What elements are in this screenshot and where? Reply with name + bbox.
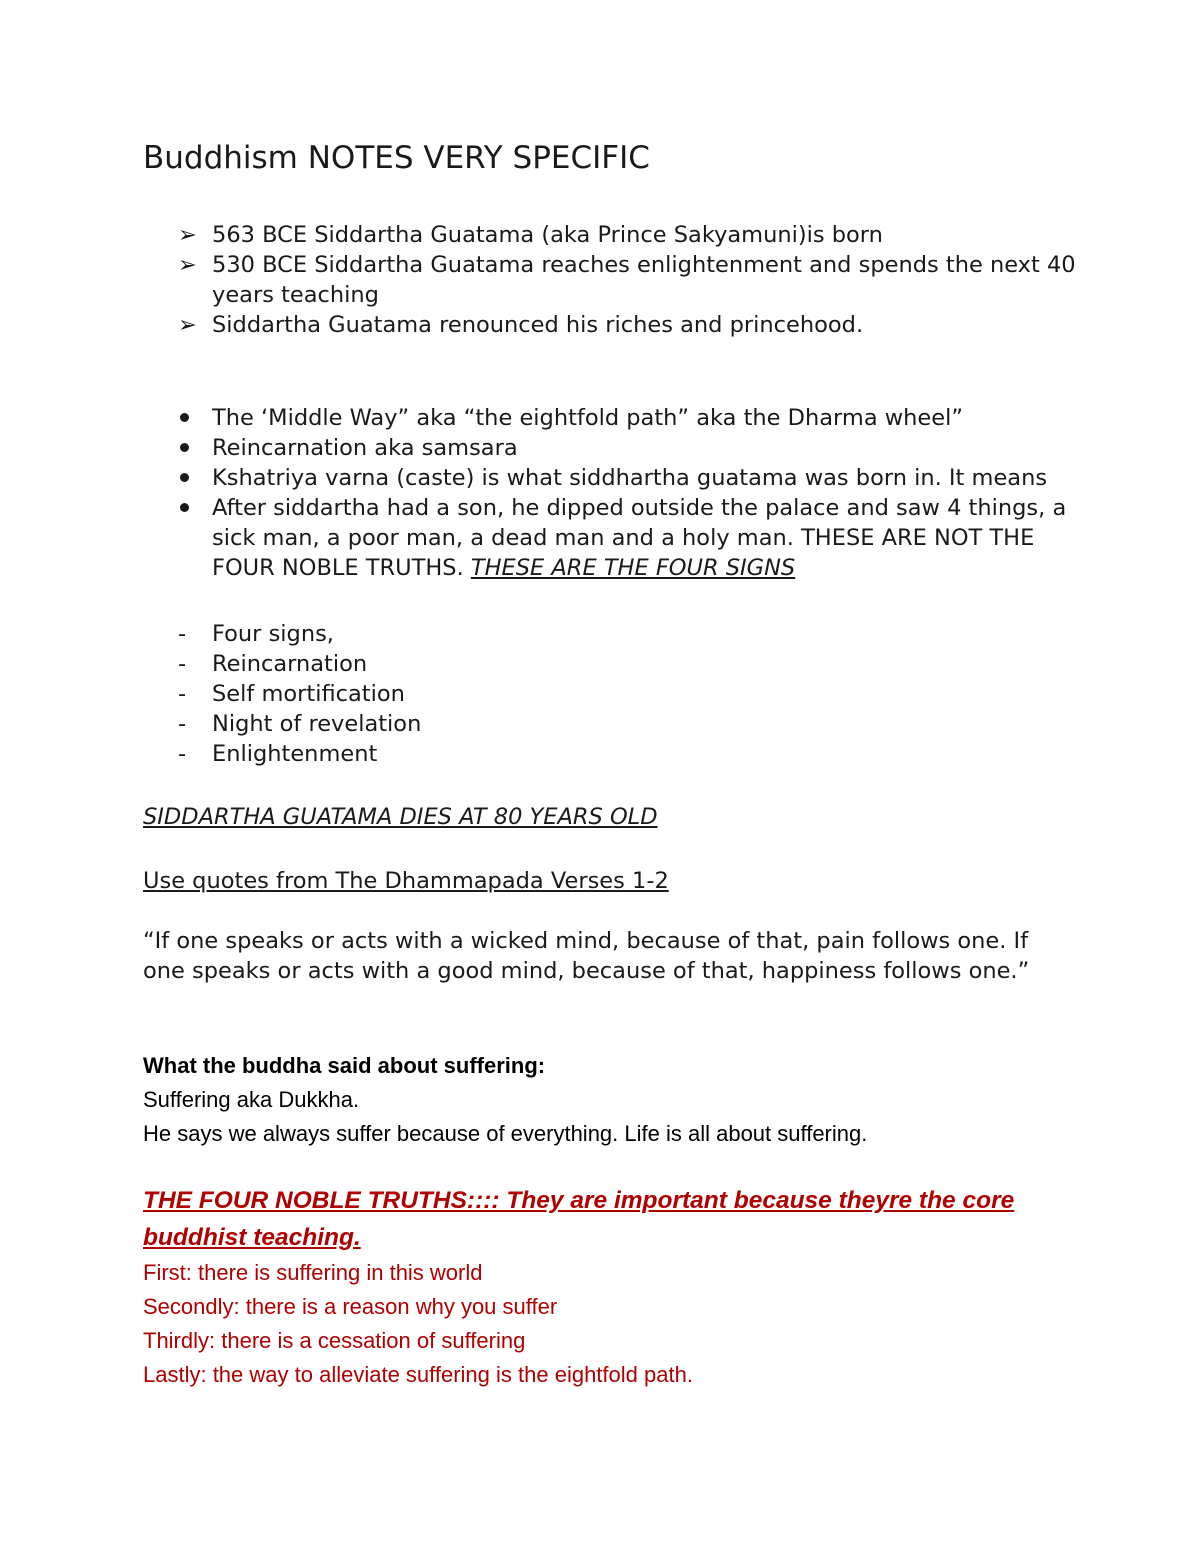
noble-truths-list [143, 1256, 693, 1392]
arrow-bullet-icon: ➢ [178, 222, 197, 248]
list-item: Kshatriya varna (caste) is what siddhartha guatama was born in. It means [178, 463, 1078, 493]
four-signs-emphasis: THESE ARE THE FOUR SIGNS [470, 555, 796, 581]
dash-bullet-icon: - [178, 681, 187, 707]
arrow-bullet-icon: ➢ [178, 252, 197, 278]
list-item: ➢ 530 BCE Siddartha Guatama reaches enlightenment and spends the next 40 years teaching [178, 252, 1076, 308]
page-title: Buddhism NOTES VERY SPECIFIC [143, 140, 650, 176]
list-item: First: there is suffering in this world [143, 1260, 483, 1285]
list-item: Secondly: there is a reason why you suffer [143, 1294, 558, 1319]
list-item: The ‘Middle Way” aka “the eightfold path” aka the Dharma wheel” [178, 403, 1078, 433]
list-item: ➢ Siddartha Guatama renounced his riches and princehood. [178, 312, 864, 338]
quotes-heading: Use quotes from The Dhammapada Verses 1-2 [143, 868, 669, 894]
noble-truths-heading: THE FOUR NOBLE TRUTHS:::: They are important because theyre the core buddhist teaching. [143, 1187, 1015, 1251]
list-item: - Self mortification [178, 681, 405, 707]
suffering-text [143, 1083, 1103, 1151]
bullet-dot-icon [180, 413, 189, 422]
suffering-heading: What the buddha said about suffering: [143, 1053, 546, 1078]
dash-bullet-icon: - [178, 741, 187, 767]
list-item: Lastly: the way to alleviate suffering is the eightfold path. [143, 1362, 693, 1387]
dash-bullet-icon: - [178, 621, 187, 647]
four-signs-list [178, 619, 1078, 769]
list-item: - Reincarnation [178, 651, 368, 677]
dhammapada-quote: “If one speaks or acts with a wicked mind, because of that, pain follows one. If one speaks or acts with a good mind, because of that, happiness follows one.” [143, 928, 1030, 984]
death-note: SIDDARTHA GUATAMA DIES AT 80 YEARS OLD [143, 804, 658, 830]
timeline-list [178, 220, 1078, 340]
list-item: Reincarnation aka samsara [178, 433, 1078, 463]
list-item: ➢ 563 BCE Siddartha Guatama (aka Prince Sakyamuni)is born [178, 222, 883, 248]
list-item: Thirdly: there is a cessation of suffering [143, 1328, 526, 1353]
list-item: - Four signs, [178, 621, 334, 647]
dash-bullet-icon: - [178, 651, 187, 677]
list-item: - Enlightenment [178, 741, 378, 767]
suffering-line: He says we always suffer because of everything. Life is all about suffering. [143, 1121, 868, 1146]
bullet-dot-icon [180, 503, 189, 512]
concepts-list [178, 403, 1078, 583]
bullet-dot-icon [180, 473, 189, 482]
bullet-dot-icon [180, 443, 189, 452]
arrow-bullet-icon: ➢ [178, 312, 197, 338]
list-item: After siddartha had a son, he dipped outside the palace and saw 4 things, a sick man, a poor man, a dead man and a holy man. THESE ARE NOT THE FOUR NOBLE TRUTHS. THESE ARE THE FOUR SIGNS [178, 493, 1078, 583]
suffering-line: Suffering aka Dukkha. [143, 1087, 360, 1112]
dash-bullet-icon: - [178, 711, 187, 737]
list-item: - Night of revelation [178, 711, 422, 737]
